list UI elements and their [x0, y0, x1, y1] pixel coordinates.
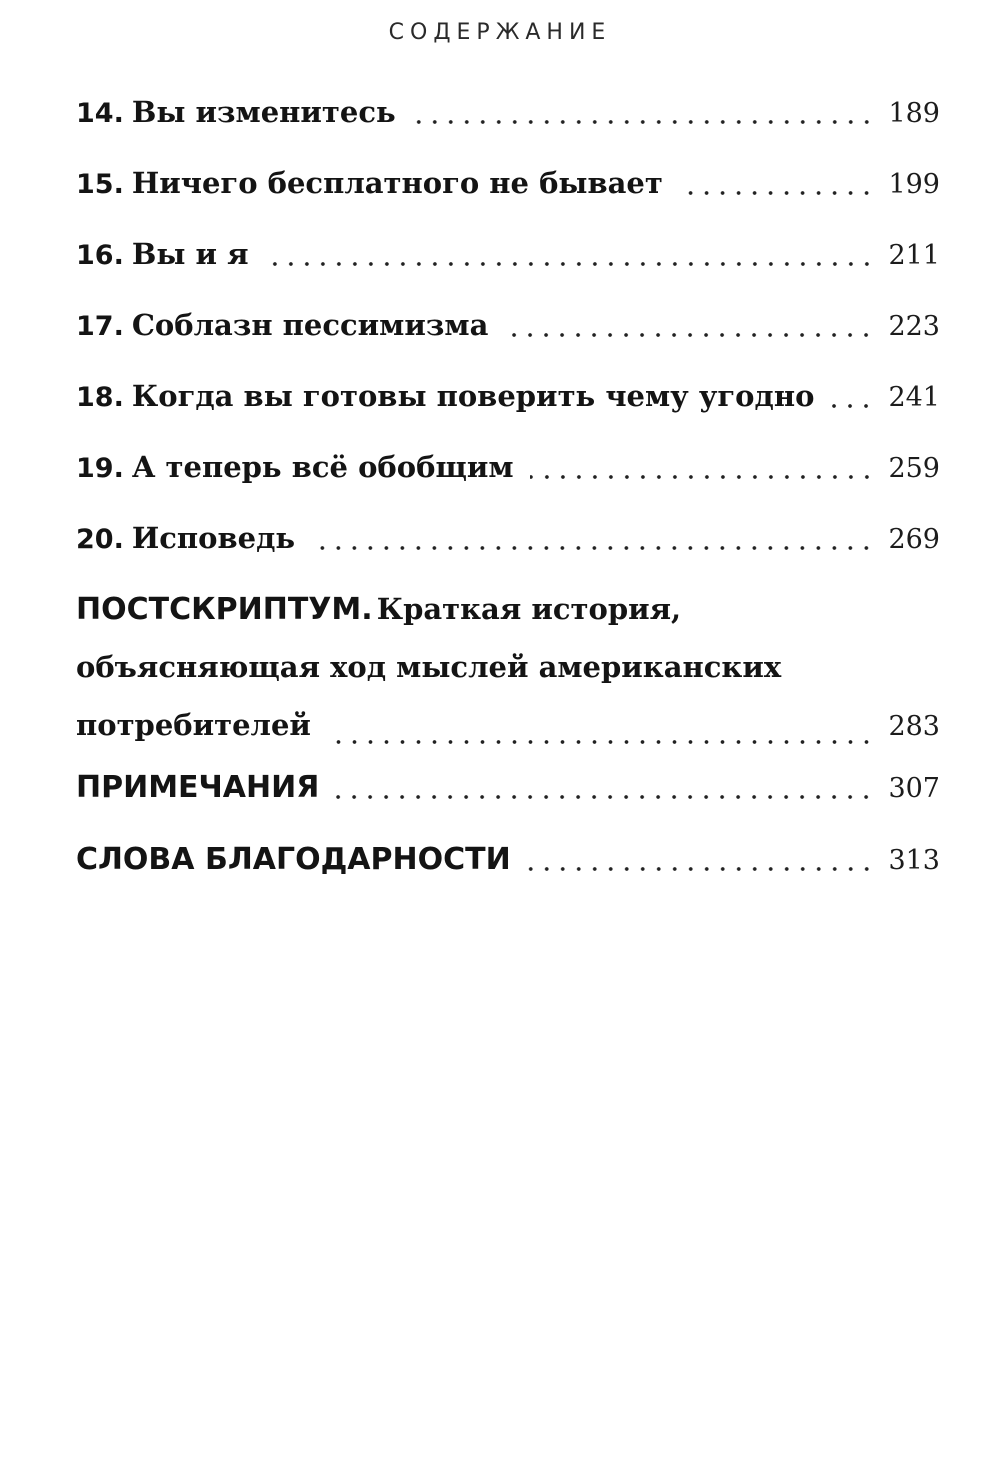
dot-leader: [412, 120, 875, 124]
dot-leader: [679, 191, 875, 195]
chapter-title: А теперь всё обобщим: [131, 450, 514, 484]
page-number: 189: [888, 98, 940, 129]
dot-leader: [504, 333, 874, 337]
page-number: 283: [888, 711, 940, 742]
page-number: 307: [888, 773, 940, 804]
page-number: 259: [888, 453, 940, 484]
dot-leader: [830, 404, 874, 408]
toc-entry[interactable]: [76, 518, 940, 560]
postscript-line-3: [76, 696, 940, 754]
chapter-title: Соблазн пессимизма: [131, 308, 489, 342]
postscript-title-line-2: объясняющая ход мыслей американских: [76, 650, 782, 684]
toc-entry[interactable]: [76, 305, 940, 347]
page-number: 223: [888, 311, 940, 342]
chapter-number: 14.: [76, 98, 124, 129]
chapter-number: 20.: [76, 524, 124, 555]
dot-leader: [530, 475, 875, 479]
chapter-title: Вы изменитесь: [131, 95, 396, 129]
acknowledgements-title: СЛОВА БЛАГОДАРНОСТИ: [76, 842, 511, 877]
running-head: СОДЕРЖАНИЕ: [388, 20, 612, 45]
chapter-title: Ничего бесплатного не бывает: [131, 166, 663, 200]
toc-entry-notes[interactable]: [76, 768, 940, 809]
dot-leader: [311, 546, 874, 550]
postscript-label: ПОСТСКРИПТУМ.: [76, 592, 373, 627]
dot-leader: [335, 795, 874, 799]
chapter-number: 15.: [76, 169, 124, 200]
chapter-title: Когда вы готовы поверить чему угодно: [131, 379, 815, 413]
notes-title: ПРИМЕЧАНИЯ: [76, 770, 320, 805]
postscript-line-1: [76, 580, 940, 638]
page-number: 211: [888, 240, 940, 271]
toc-entry[interactable]: [76, 447, 940, 489]
toc-entry-acknowledgements[interactable]: [76, 840, 940, 881]
chapter-number: 18.: [76, 382, 124, 413]
page-number: 269: [888, 524, 940, 555]
toc-entry[interactable]: [76, 163, 940, 205]
chapter-number: 19.: [76, 453, 124, 484]
page-number: 313: [888, 845, 940, 876]
page-number: 199: [888, 169, 940, 200]
toc-entry[interactable]: [76, 92, 940, 134]
page-number: 241: [888, 382, 940, 413]
postscript-line-2: [76, 638, 940, 696]
chapter-title: Вы и я: [131, 237, 249, 271]
toc-entry[interactable]: [76, 234, 940, 276]
chapter-number: 17.: [76, 311, 124, 342]
chapter-title: Исповедь: [131, 521, 296, 555]
chapter-number: 16.: [76, 240, 124, 271]
dot-leader: [327, 740, 875, 744]
postscript-title-line-1: Краткая история,: [376, 592, 682, 626]
dot-leader: [265, 262, 875, 266]
toc-entry-postscript[interactable]: [76, 580, 940, 754]
toc-entry[interactable]: [76, 376, 940, 418]
postscript-title-line-3: потребителей: [76, 708, 311, 742]
dot-leader: [527, 867, 875, 871]
